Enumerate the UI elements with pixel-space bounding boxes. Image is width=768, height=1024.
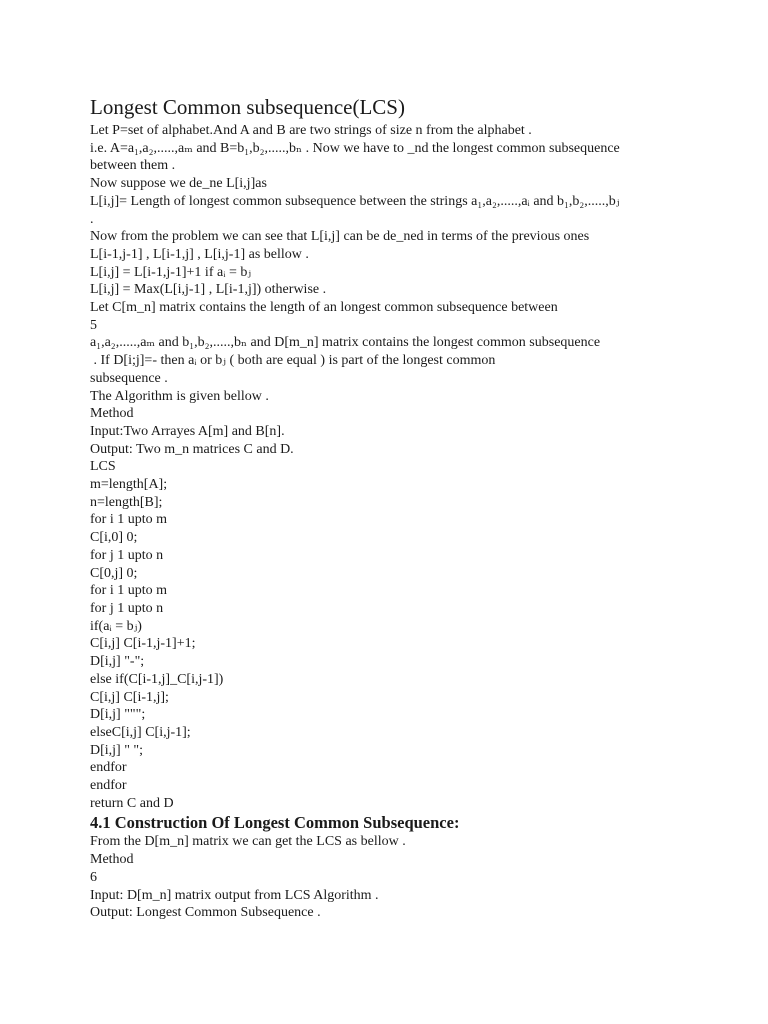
text-line: else if(C[i-1,j]_C[i,j-1]) (90, 671, 224, 687)
text-line: D[i,j] " "; (90, 742, 144, 758)
text-line: for i 1 upto m (90, 583, 167, 599)
document-page (90, 94, 690, 922)
document-title: Longest Common subsequence(LCS) (90, 95, 405, 119)
text-line: i.e. A=a₁,a₂,.....,aₘ and B=b₁,b₂,.....,bₙ . Now we have to _nd the longest common subsequence (90, 140, 620, 156)
text-line: C[i,j] C[i-1,j-1]+1; (90, 636, 196, 652)
text-line: if(aᵢ = bⱼ) (90, 618, 142, 634)
text-line: C[i,0] 0; (90, 530, 138, 546)
text-line: 6 (90, 869, 97, 885)
text-line: a₁,a₂,.....,aₘ and b₁,b₂,.....,bₙ and D[m_n] matrix contains the longest common subsequence (90, 335, 601, 351)
text-line: Method (90, 406, 134, 422)
text-line: LCS (90, 459, 116, 475)
text-line: Now from the problem we can see that L[i,j] can be de_ned in terms of the previous ones (90, 229, 590, 245)
text-line: L[i,j] = L[i-1,j-1]+1 if aᵢ = bⱼ (90, 264, 252, 280)
section-heading: 4.1 Construction Of Longest Common Subsequence: (90, 813, 460, 833)
document-body (90, 122, 690, 812)
text-line: between them . (90, 158, 176, 174)
text-line: From the D[m_n] matrix we can get the LCS as bellow . (90, 834, 406, 850)
text-line: . If D[i;j]=- then aᵢ or bⱼ ( both are equal ) is part of the longest common (90, 353, 496, 369)
text-line: 5 (90, 317, 97, 333)
text-line: for j 1 upto n (90, 547, 164, 563)
text-line: m=length[A]; (90, 477, 168, 493)
text-line: Input: D[m_n] matrix output from LCS Algorithm . (90, 887, 379, 903)
text-line: n=length[B]; (90, 494, 163, 510)
text-line: endfor (90, 760, 127, 776)
text-line: C[i,j] C[i-1,j]; (90, 689, 169, 705)
text-line: Output: Longest Common Subsequence . (90, 905, 321, 921)
text-line: D[i,j] "-"; (90, 654, 145, 670)
text-line: L[i,j]= Length of longest common subsequence between the strings a₁,a₂,.....,aᵢ and b₁,b₂,.....,bⱼ (90, 193, 620, 209)
text-line: for j 1 upto n (90, 600, 164, 616)
section-body (90, 833, 690, 922)
text-line: Let P=set of alphabet.And A and B are two strings of size n from the alphabet . (90, 123, 532, 138)
text-line: . (90, 211, 94, 227)
text-line: for i 1 upto m (90, 512, 167, 528)
text-line: Method (90, 852, 134, 868)
text-line: L[i,j] = Max(L[i,j-1] , L[i-1,j]) otherwise . (90, 282, 327, 298)
text-line: Now suppose we de_ne L[i,j]as (90, 176, 267, 192)
text-line: subsequence . (90, 370, 168, 386)
text-line: L[i-1,j-1] , L[i-1,j] , L[i,j-1] as bellow . (90, 246, 309, 262)
text-line: Let C[m_n] matrix contains the length of an longest common subsequence between (90, 300, 558, 316)
text-line: elseC[i,j] C[i,j-1]; (90, 724, 191, 740)
text-line: C[0,j] 0; (90, 565, 138, 581)
text-line: Output: Two m_n matrices C and D. (90, 441, 294, 457)
text-line: D[i,j] """; (90, 707, 146, 723)
text-line: endfor (90, 778, 127, 794)
text-line: The Algorithm is given bellow . (90, 388, 269, 404)
text-line: return C and D (90, 795, 174, 811)
text-line: Input:Two Arrayes A[m] and B[n]. (90, 423, 285, 439)
